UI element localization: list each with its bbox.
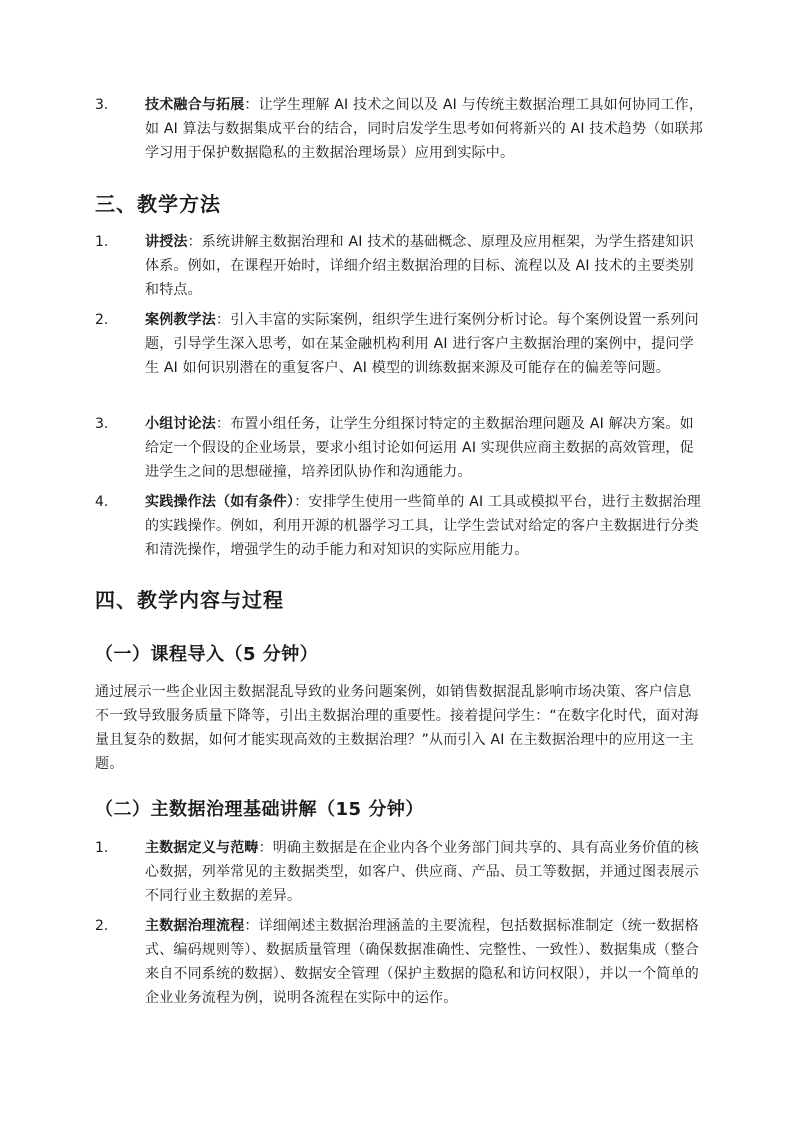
list-term: 实践操作法（如有条件）: [145, 494, 295, 510]
section-heading-teaching-methods: 三、教学方法: [95, 192, 221, 216]
subsection-heading-intro: （一）课程导入（5 分钟）: [95, 644, 319, 665]
list-number: 1.: [95, 234, 109, 250]
list-term: 主数据定义与范畴: [145, 840, 259, 856]
list-text: [145, 93, 705, 165]
list-term: 案例教学法: [145, 312, 216, 328]
list-number: 3.: [95, 97, 109, 113]
list-body: ：详细阐述主数据治理涵盖的主要流程，包括数据标准制定（统一数据格式、编码规则等）、数据质量管理（确保数据准确性、完整性、一致性）、数据集成（整合来自不同系统的数据）、数据安全管理（保护主数据的隐私和访问权限），并以一个简单的企业业务流程为例，说明各流程在实际中的运作。: [145, 918, 699, 1006]
subsection-heading-basics: （二）主数据治理基础讲解（15 分钟）: [95, 799, 424, 820]
list-body: ：让学生理解 AI 技术之间以及 AI 与传统主数据治理工具如何协同工作，如 AI 算法与数据集成平台的结合，同时启发学生思考如何将新兴的 AI 技术趋势（如联邦学习用于保护数据隐私的主数据治理场景）应用到实际中。: [145, 97, 704, 161]
list-number: 1.: [95, 840, 109, 856]
list-number: 2.: [95, 312, 109, 328]
list-body: ：安排学生使用一些简单的 AI 工具或模拟平台，进行主数据治理的实践操作。例如，利用开源的机器学习工具，让学生尝试对给定的客户主数据进行分类和清洗操作，增强学生的动手能力和对知识的实际应用能力。: [145, 494, 702, 558]
list-body: ：系统讲解主数据治理和 AI 技术的基础概念、原理及应用框架，为学生搭建知识体系。例如，在课程开始时，详细介绍主数据治理的目标、流程以及 AI 技术的主要类别和特点。: [145, 234, 694, 298]
list-text: [145, 914, 705, 1010]
list-term: 讲授法: [145, 234, 188, 250]
list-text: [145, 490, 705, 562]
paragraph-intro: 通过展示一些企业因主数据混乱导致的业务问题案例，如销售数据混乱影响市场决策、客户信息不一致导致服务质量下降等，引出主数据治理的重要性。接着提问学生：“在数字化时代，面对海量且复杂的数据，如何才能实现高效的主数据治理？”从而引入 AI 在主数据治理中的应用这一主题。: [95, 684, 699, 772]
list-term: 技术融合与拓展: [145, 97, 245, 113]
list-text: [145, 308, 705, 380]
list-number: 4.: [95, 494, 109, 510]
list-number: 3.: [95, 416, 109, 432]
list-body: ：明确主数据是在企业内各个业务部门间共享的、具有高业务价值的核心数据，列举常见的主数据类型，如客户、供应商、产品、员工等数据，并通过图表展示不同行业主数据的差异。: [145, 840, 699, 904]
list-body: ：引入丰富的实际案例，组织学生进行案例分析讨论。每个案例设置一系列问题，引导学生深入思考，如在某金融机构利用 AI 进行客户主数据治理的案例中，提问学生 AI 如何识别潜在的重复客户、AI 模型的训练数据来源及可能存在的偏差等问题。: [145, 312, 699, 376]
list-text: [145, 230, 705, 302]
list-text: [145, 836, 705, 908]
list-number: 2.: [95, 918, 109, 934]
section-heading-content-process: 四、教学内容与过程: [95, 588, 284, 612]
list-term: 主数据治理流程: [145, 918, 245, 934]
list-text: [145, 412, 705, 484]
list-body: ：布置小组任务，让学生分组探讨特定的主数据治理问题及 AI 解决方案。如给定一个假设的企业场景，要求小组讨论如何运用 AI 实现供应商主数据的高效管理，促进学生之间的思想碰撞，培养团队协作和沟通能力。: [145, 416, 694, 480]
list-term: 小组讨论法: [145, 416, 216, 432]
